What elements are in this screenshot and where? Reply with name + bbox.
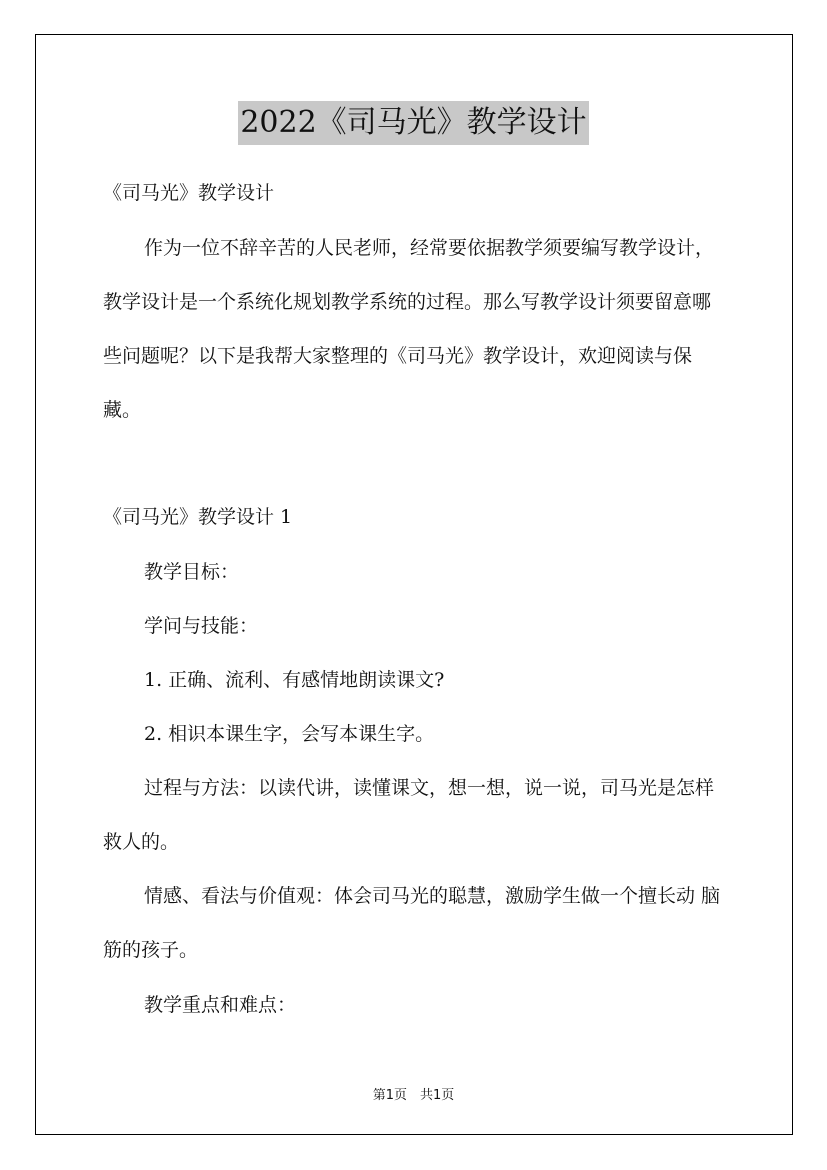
page-footer: 第1页 共1页 — [372, 1088, 455, 1103]
document-subtitle: 《司马光》教学设计 — [103, 182, 275, 204]
intro-paragraph: 作为一位不辞辛苦的人民老师，经常要依据教学须要编写教学设计，教学设计是一个系统化规划教学系统的过程。那么写教学设计须要留意哪些问题呢？以下是我帮大家整理的《司马光》教学设计，欢迎阅读与保藏。 — [103, 237, 715, 421]
emotion-paragraph: 情感、看法与价值观：体会司马光的聪慧，激励学生做一个擅长动 脑筋的孩子。 — [103, 885, 721, 961]
section-heading: 《司马光》教学设计 1 — [103, 506, 293, 528]
key-points-label: 教学重点和难点： — [144, 994, 297, 1016]
list-item-2: 2. 相识本课生字，会写本课生字。 — [144, 723, 435, 745]
title-container — [0, 101, 827, 145]
objectives-label: 教学目标： — [144, 561, 240, 583]
list-item-1: 1. 正确、流利、有感情地朗读课文? — [144, 669, 445, 691]
process-paragraph: 过程与方法：以读代讲，读懂课文，想一想，说一说，司马光是怎样救人的。 — [103, 777, 715, 853]
document-title: 2022《司马光》教学设计 — [238, 101, 588, 145]
knowledge-label: 学问与技能： — [144, 615, 259, 637]
